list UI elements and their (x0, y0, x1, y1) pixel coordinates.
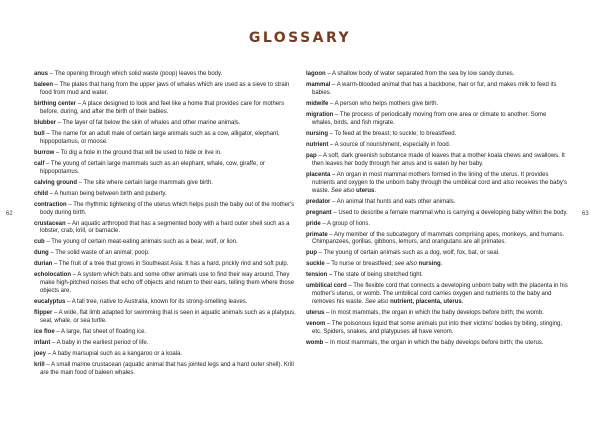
glossary-definition: – The fruit of a tree that grows in Southeast Asia. It has a hard, prickly rind and soft pulp. (52, 261, 289, 268)
glossary-definition: – The opening through which solid waste (poop) leaves the body. (48, 71, 223, 77)
glossary-definition: – A human being between birth and puberty. (48, 190, 167, 197)
glossary-definition: – An aquatic arthropod that has a segmented body with a hard outer shell such as a lobster, crab, krill, or barnacle. (40, 220, 290, 235)
entry-end: . (461, 299, 464, 306)
glossary-term: dung (34, 250, 49, 257)
glossary-entry (306, 101, 568, 109)
glossary-entry (34, 101, 296, 117)
glossary-definition: – An animal that hunts and eats other animals. (330, 198, 456, 205)
glossary-term: pup (306, 250, 317, 257)
glossary-definition: – In most mammals, the organ in which the baby develops before birth; the uterus. (323, 340, 544, 347)
glossary-definition: – In most mammals, the organ in which the baby develops before birth; the womb. (324, 310, 544, 317)
glossary-entry (306, 71, 568, 79)
glossary-column-left (34, 71, 296, 381)
see-also-label: See also (365, 299, 389, 306)
glossary-definition: – A small marine crustacean (aquatic animal that has jointed legs and a hard outer shell). Krill are the main food of baleen whales. (40, 362, 294, 377)
glossary-entry (306, 172, 568, 196)
glossary-entry (34, 250, 296, 258)
glossary-definition: – To dig a hole in the ground that will be used to hide or live in. (54, 149, 222, 156)
glossary-entry (34, 239, 296, 247)
glossary-term: umbilical cord (306, 283, 347, 290)
glossary-entry (306, 82, 568, 98)
glossary-entry (34, 150, 296, 158)
glossary-entry (306, 310, 568, 318)
glossary-term: anus (34, 71, 49, 77)
entry-end: . (440, 261, 443, 268)
glossary-definition: – A large, flat sheet of floating ice. (54, 329, 147, 336)
glossary-term: ice floe (34, 329, 55, 336)
page-title: GLOSSARY (248, 30, 352, 46)
glossary-entry (34, 329, 296, 337)
glossary-definition: – The site where certain large mammals give birth. (77, 179, 213, 186)
glossary-entry (306, 283, 568, 307)
glossary-term: blubber (34, 119, 56, 126)
glossary-term: uterus (306, 310, 325, 317)
glossary-definition: – The young of certain large mammals such as an elephant, whale, cow, giraffe, or hippopotamus. (40, 160, 265, 175)
glossary-term: infant (34, 340, 51, 347)
glossary-term: eucalyptus (34, 299, 66, 306)
glossary-entry (306, 272, 568, 280)
glossary-term: placenta (306, 171, 331, 178)
glossary-term: migration (306, 111, 334, 118)
glossary-definition: – The layer of fat below the skin of whales and other marine animals. (56, 119, 241, 126)
glossary-definition: – The rhythmic tightening of the uterus which helps push the baby out of the mother's body during birth. (40, 201, 295, 216)
glossary-term: cub (34, 239, 45, 246)
glossary-entry (306, 340, 568, 348)
glossary-definition: – A tall tree, native to Australia, known for its strong-smelling leaves. (65, 299, 248, 306)
glossary-entry (306, 321, 568, 337)
glossary-term: suckle (306, 261, 325, 268)
glossary-entry (306, 112, 568, 128)
glossary-entry (306, 232, 568, 248)
glossary-entry (306, 221, 568, 229)
glossary-term: contraction (34, 201, 67, 208)
see-also-label: See also (331, 187, 355, 194)
see-also-reference: nutrient, placenta, uterus (390, 299, 462, 306)
glossary-term: durian (34, 261, 53, 268)
glossary-term: midwife (306, 100, 329, 107)
glossary-entry (34, 180, 296, 188)
glossary-term: nutrient (306, 141, 329, 148)
glossary-entry (34, 221, 296, 237)
glossary-definition: – The young of certain animals such as a dog, wolf, fox, bat, or seal. (317, 250, 500, 257)
page-number-right: 63 (582, 211, 589, 217)
glossary-term: primate (306, 231, 328, 238)
glossary-term: baleen (34, 82, 54, 88)
glossary-definition: – A person who helps mothers give birth. (328, 100, 439, 107)
glossary-term: echolocation (34, 272, 72, 279)
glossary-term: nursing (306, 130, 328, 137)
glossary-entry (34, 161, 296, 177)
glossary-definition: – A wide, flat limb adapted for swimming that is seen in aquatic animals such as a platypus, seal, whale, or sea turtle. (40, 310, 296, 325)
glossary-term: crustacean (34, 220, 66, 227)
glossary-entry (34, 362, 296, 378)
glossary-entry (34, 261, 296, 269)
glossary-entry (34, 71, 296, 79)
glossary-definition: – The state of being stretched tight. (327, 272, 423, 279)
glossary-term: pregnant (306, 209, 332, 216)
glossary-definition: – To nurse or breastfeed; (324, 261, 393, 268)
glossary-definition: – A shallow body of water separated from the sea by low sandy dunes. (325, 71, 515, 77)
glossary-term: predator (306, 198, 331, 205)
glossary-entry (34, 191, 296, 199)
glossary-term: bull (34, 130, 45, 137)
glossary-entry (34, 131, 296, 147)
see-also-reference: uterus (356, 187, 375, 194)
glossary-term: flipper (34, 310, 53, 317)
glossary-definition: – Any member of the subcategory of mammals comprising apes, monkeys, and humans. Chimpanzees, gorillas, gibbons, lemurs, and orangutans are all primates. (312, 231, 565, 246)
glossary-definition: – A baby in the earliest period of life. (50, 340, 149, 347)
glossary-definition: – Used to describe a female mammal who is carrying a developing baby within the body. (331, 209, 568, 216)
glossary-definition: – The poisonous liquid that some animals put into their victims' bodies by biting, stinging, etc. Spiders, snakes, and platypuses all have venom. (312, 321, 563, 336)
glossary-definition: – An organ in most mammal mothers formed in the lining of the uterus. It provides nutrients and oxygen to the unborn baby through the umbilical cord and also receives the baby's waste. (312, 171, 567, 194)
glossary-definition: – To feed at the breast; to suckle; to breastfeed. (328, 130, 457, 137)
glossary-entry (34, 351, 296, 359)
see-also-label: see also (394, 261, 417, 268)
glossary-term: joey (34, 351, 47, 358)
glossary-term: pap (306, 152, 317, 159)
glossary-entry (34, 202, 296, 218)
page-number-left: 62 (6, 211, 13, 217)
glossary-term: venom (306, 321, 326, 328)
glossary-definition: – A group of lions. (320, 220, 371, 227)
see-also-reference: nursing (418, 261, 441, 268)
glossary-term: calf (34, 160, 45, 167)
glossary-term: pride (306, 220, 321, 227)
glossary-entry (306, 142, 568, 150)
glossary-entry (306, 261, 568, 269)
glossary-entry (306, 199, 568, 207)
glossary-definition: – A warm-blooded animal that has a backbone, hair or fur, and makes milk to feed its babies. (312, 82, 557, 96)
glossary-definition: – A place designed to look and feel like a home that provides care for mothers before, during, and after the birth of their babies. (40, 100, 285, 115)
glossary-entry (34, 299, 296, 307)
glossary-term: krill (34, 362, 45, 369)
glossary-entry (306, 153, 568, 169)
glossary-entry (306, 250, 568, 258)
glossary-entry (34, 310, 296, 326)
glossary-term: birthing center (34, 100, 77, 107)
glossary-term: calving ground (34, 179, 78, 186)
glossary-definition: – The flexible cord that connects a developing unborn baby with the placenta in his mother's uterus, or womb. The umbilical cord carries oxygen and nutrients to the baby and removes his waste. (312, 283, 568, 306)
glossary-term: lagoon (306, 71, 326, 77)
glossary-entry (34, 272, 296, 296)
glossary-definition: – The name for an adult male of certain large animals such as a cow, alligator, elephant, hippopotamus, or moose. (40, 130, 280, 145)
glossary-entry (306, 210, 568, 218)
glossary-term: burrow (34, 149, 55, 156)
glossary-definition: – The young of certain meat-eating animals such as a bear, wolf, or lion. (44, 239, 238, 246)
glossary-term: tension (306, 272, 328, 279)
glossary-entry (306, 131, 568, 139)
glossary-definition: – A source of nourishment, especially in food. (328, 141, 451, 148)
glossary-definition: – A system which bats and some other animals use to find their way around. They make high-pitched noises that echo off objects and return to their ears, telling them where those objects are. (40, 272, 295, 295)
glossary-definition: – A baby marsupial such as a kangaroo or a koala. (46, 351, 183, 358)
glossary-term: womb (306, 340, 324, 347)
glossary-entry (34, 120, 296, 128)
glossary-term: mammal (306, 82, 331, 88)
glossary-definition: – The process of periodically moving from one area or climate to another. Some whales, birds, and fish migrate. (312, 111, 547, 126)
glossary-entry (34, 82, 296, 98)
glossary-column-right (306, 71, 568, 351)
glossary-definition: – A soft, dark greenish substance made of leaves that a mother koala chews and swallows. It then leaves her body through her anus and is eaten by her baby. (312, 152, 565, 167)
glossary-entry (34, 340, 296, 348)
entry-end: . (374, 187, 377, 194)
glossary-definition: – The solid waste of an animal; poop. (48, 250, 150, 257)
glossary-definition: – The plates that hang from the upper jaws of whales which are used as a sieve to strain food from mud and water. (40, 82, 290, 96)
glossary-term: child (34, 190, 49, 197)
